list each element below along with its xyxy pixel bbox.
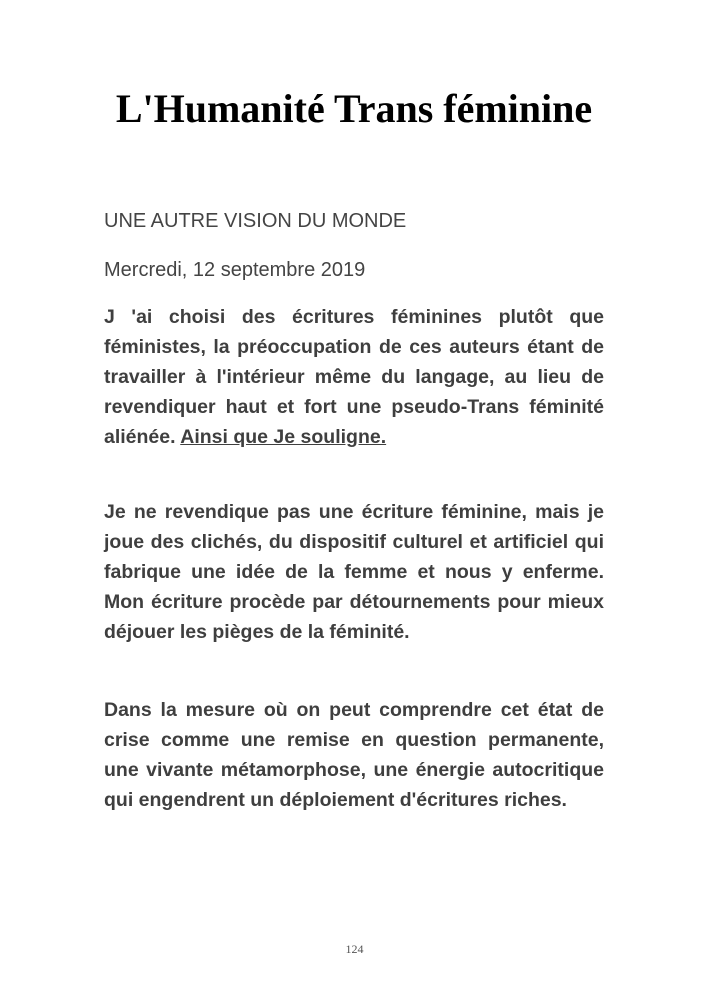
page-title: L'Humanité Trans féminine	[115, 86, 593, 131]
page-number: 124	[345, 942, 364, 956]
article-date: Mercredi, 12 septembre 2019	[104, 259, 366, 281]
section-subtitle: UNE AUTRE VISION DU MONDE	[104, 210, 407, 232]
paragraph-1-text: J 'ai choisi des écritures féminines plutôt que féministes, la préoccupation de ces auteurs étant de travailler à l'intérieur même du langage, au lieu de revendiquer haut et fort une pseudo-Trans féminité aliénée.	[104, 306, 604, 448]
paragraph-3: Dans la mesure où on peut comprendre cet état de crise comme une remise en question permanente, une vivante métamorphose, une énergie autocritique qui engendrent un déploiement d'écritures riches.	[104, 699, 604, 811]
paragraph-1	[104, 302, 604, 452]
underlined-phrase: Ainsi que Je souligne.	[180, 426, 387, 448]
paragraph-2: Je ne revendique pas une écriture féminine, mais je joue des clichés, du dispositif culturel et artificiel qui fabrique une idée de la femme et nous y enferme. Mon écriture procède par détournements pour mieux déjouer les pièges de la féminité.	[104, 501, 604, 643]
